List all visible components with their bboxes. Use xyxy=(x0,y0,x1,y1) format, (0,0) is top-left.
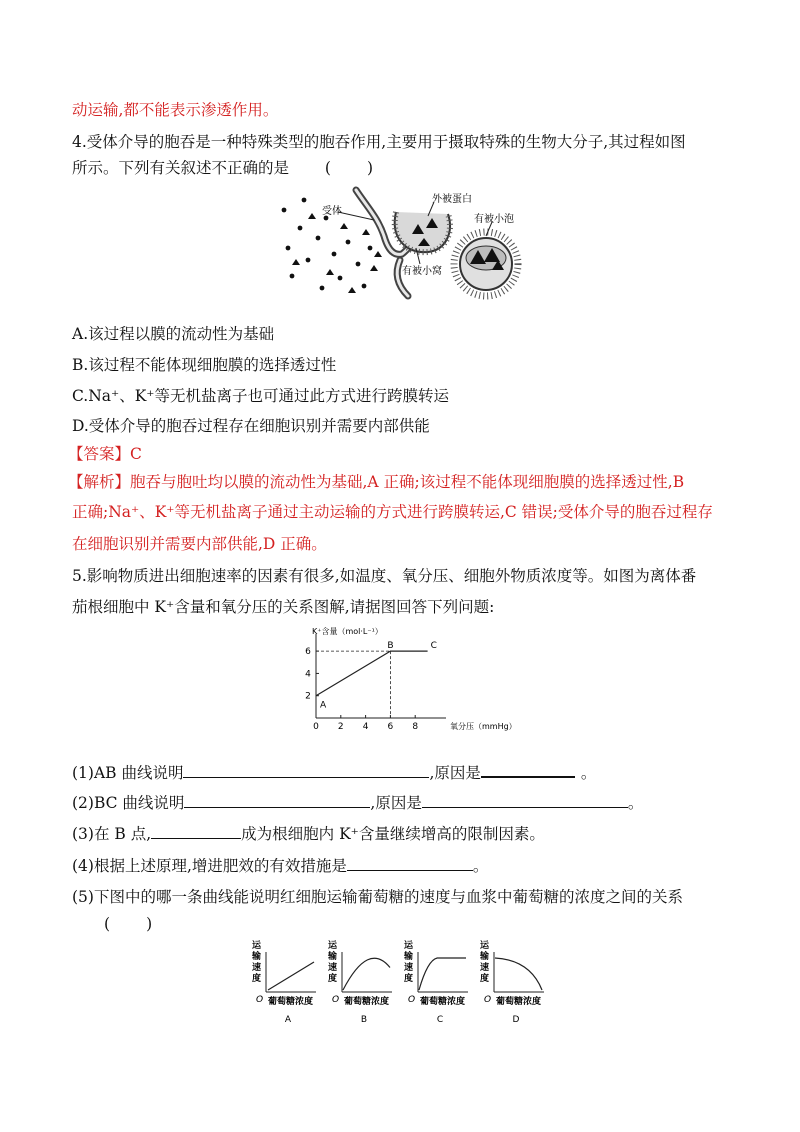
q5-stem-line1: 5.影响物质进出细胞速率的因素有很多,如温度、氧分压、细胞外物质浓度等。如图为离体番 xyxy=(72,567,697,585)
panel-y-label-char: 度 xyxy=(328,974,338,984)
q4-answer-paren-close: ) xyxy=(366,159,374,177)
point-label-b: B xyxy=(387,641,394,652)
q5-sub1 xyxy=(72,762,596,783)
panel-x-label: 葡萄糖浓度 xyxy=(420,997,466,1007)
q5-sub1-mid: ,原因是 xyxy=(429,764,481,782)
panel-y-label-char: 运 xyxy=(404,941,414,951)
particle-dot xyxy=(290,274,295,279)
particle-triangle xyxy=(340,223,348,229)
panel-y-label-char: 输 xyxy=(404,952,414,962)
x-tick-label: 4 xyxy=(362,722,369,732)
particle-triangle xyxy=(292,259,300,265)
q4-option-c: C.Na⁺、K⁺等无机盐离子也可通过此方式进行跨膜转运 xyxy=(72,387,449,405)
panel-label: C xyxy=(436,1015,444,1025)
panel-y-label-char: 度 xyxy=(404,974,414,984)
panel-x-label: 葡萄糖浓度 xyxy=(496,997,542,1007)
q5-sub2-mid: ,原因是 xyxy=(370,794,422,812)
curve-panel-a xyxy=(251,939,316,1025)
q5-sub1-blank1[interactable] xyxy=(183,763,429,778)
panel-origin-label: O xyxy=(484,995,492,1005)
panel-y-label-char: 运 xyxy=(252,941,262,951)
label-coated-pit: 有被小窝 xyxy=(402,266,442,277)
q4-option-b: B.该过程不能体现细胞膜的选择透过性 xyxy=(72,356,337,374)
y-tick-label: 4 xyxy=(305,669,311,680)
y-axis-label: K⁺含量（mol·L⁻¹） xyxy=(312,627,383,636)
q5-sub5-paren-close: ) xyxy=(146,915,153,933)
particle-dot xyxy=(320,286,325,291)
q5-stem-line2: 茄根细胞中 K⁺含量和氧分压的关系图解,请据图回答下列问题: xyxy=(72,598,495,616)
panel-y-label-char: 运 xyxy=(480,941,490,951)
curve-panel-b xyxy=(327,939,392,1025)
q5-sub2-end: 。 xyxy=(627,794,644,812)
panel-y-label-char: 运 xyxy=(328,941,338,951)
q5-sub5-line1: (5)下图中的哪一条曲线能说明红细胞运输葡萄糖的速度与血浆中葡萄糖的浓度之间的关系 xyxy=(72,888,683,906)
y-tick-label: 6 xyxy=(305,647,311,658)
label-receptor: 受体 xyxy=(322,206,342,217)
q4-stem xyxy=(72,158,373,178)
q5-sub2-blank1[interactable] xyxy=(184,793,370,808)
y-tick-label: 2 xyxy=(305,691,311,702)
particle-dot xyxy=(332,252,337,257)
q5-sub1-end: 。 xyxy=(580,764,597,782)
q5-sub5-paren-open: ( xyxy=(104,915,111,933)
panel-y-label-char: 输 xyxy=(252,952,262,962)
k-content-chart xyxy=(290,626,517,738)
particle-triangle xyxy=(348,287,356,293)
k-content-line xyxy=(316,651,428,696)
q4-analysis-line2: 正确;Na⁺、K⁺等无机盐离子通过主动运输的方式进行跨膜转运,C 错误;受体介导的胞吞过程存 xyxy=(72,503,713,521)
x-tick-label: 2 xyxy=(337,722,344,732)
glucose-transport-curves xyxy=(250,940,570,1024)
q4-analysis-line1: 【解析】胞吞与胞吐均以膜的流动性为基础,A 正确;该过程不能体现细胞膜的选择透过性,B xyxy=(68,473,685,491)
particle-dot xyxy=(306,258,311,263)
q5-sub1-blank2[interactable] xyxy=(481,762,575,778)
q4-option-a: A.该过程以膜的流动性为基础 xyxy=(72,325,275,343)
particle-dot xyxy=(362,284,367,289)
particle-triangle xyxy=(374,251,382,257)
particle-dot xyxy=(282,208,287,213)
x-tick-label: 8 xyxy=(412,722,419,732)
q5-sub4-blank[interactable] xyxy=(347,856,473,871)
q5-sub3-blank[interactable] xyxy=(151,824,241,839)
x-axis-label: 氧分压（mmHg） xyxy=(450,722,517,731)
x-tick-label: 0 xyxy=(313,722,319,732)
panel-y-label-char: 速 xyxy=(252,963,262,973)
panel-origin-label: O xyxy=(408,995,416,1005)
panel-label: A xyxy=(284,1015,292,1025)
particle-dot xyxy=(302,198,307,203)
particle-triangle xyxy=(362,229,370,235)
carryover-analysis-text: 动运输,都不能表示渗透作用。 xyxy=(72,101,279,119)
panel-curve xyxy=(495,958,542,990)
particle-dot xyxy=(356,262,361,267)
panel-label: D xyxy=(512,1015,520,1025)
curve-panel-c xyxy=(403,939,468,1025)
q5-sub1-prefix: (1)AB 曲线说明 xyxy=(72,764,184,782)
particle-triangle xyxy=(326,269,334,275)
q5-sub4-prefix: (4)根据上述原理,增进肥效的有效措施是 xyxy=(72,857,347,875)
q4-stem-line2: 所示。下列有关叙述不正确的是 xyxy=(72,159,290,177)
particle-dot xyxy=(346,240,351,245)
point-label-a: A xyxy=(320,700,327,711)
q5-sub3-suffix: 成为根细胞内 K⁺含量继续增高的限制因素。 xyxy=(241,825,545,843)
particle-dot xyxy=(298,226,303,231)
panel-curve xyxy=(419,958,466,990)
panel-label: B xyxy=(360,1015,368,1025)
panel-y-label-char: 速 xyxy=(328,963,338,973)
particle-dot xyxy=(338,276,343,281)
coated-vesicle xyxy=(454,232,518,296)
curve-panel-d xyxy=(479,939,544,1025)
q4-analysis-line3: 在细胞识别并需要内部供能,D 正确。 xyxy=(72,535,327,553)
panel-curve xyxy=(343,958,390,990)
q4-option-d: D.受体介导的胞吞过程存在细胞识别并需要内部供能 xyxy=(72,417,430,435)
particle-dot xyxy=(286,246,291,251)
q5-sub4-end: 。 xyxy=(472,857,489,875)
label-coated-vesicle: 有被小泡 xyxy=(474,214,514,225)
q5-sub2 xyxy=(72,793,643,813)
panel-origin-label: O xyxy=(332,995,340,1005)
q5-sub2-blank2[interactable] xyxy=(422,793,628,808)
panel-y-label-char: 速 xyxy=(404,963,414,973)
q5-sub4 xyxy=(72,856,488,876)
point-label-c: C xyxy=(430,641,437,652)
panel-y-label-char: 度 xyxy=(252,974,262,984)
q4-stem-line1: 4.受体介导的胞吞是一种特殊类型的胞吞作用,主要用于摄取特殊的生物大分子,其过程如图 xyxy=(72,133,686,151)
panel-origin-label: O xyxy=(256,995,264,1005)
particle-dot xyxy=(368,246,373,251)
q4-answer: 【答案】C xyxy=(68,445,142,463)
panel-y-label-char: 度 xyxy=(480,974,490,984)
panel-curve xyxy=(268,962,314,990)
particle-triangle xyxy=(370,265,378,271)
coated-pit xyxy=(395,212,450,252)
panel-y-label-char: 输 xyxy=(480,952,490,962)
endocytosis-figure xyxy=(278,188,528,300)
panel-x-label: 葡萄糖浓度 xyxy=(268,997,314,1007)
panel-y-label-char: 速 xyxy=(480,963,490,973)
q5-sub2-prefix: (2)BC 曲线说明 xyxy=(72,794,185,812)
q5-sub5-paren xyxy=(104,914,152,934)
panel-x-label: 葡萄糖浓度 xyxy=(344,997,390,1007)
q5-sub3 xyxy=(72,824,545,844)
q5-sub3-prefix: (3)在 B 点, xyxy=(72,825,152,843)
panel-y-label-char: 输 xyxy=(328,952,338,962)
x-tick-label: 6 xyxy=(387,722,394,732)
particle-dot xyxy=(316,236,321,241)
label-coat-protein: 外被蛋白 xyxy=(432,194,472,205)
particle-triangle xyxy=(308,213,316,219)
q4-answer-paren-open: ( xyxy=(324,159,331,177)
